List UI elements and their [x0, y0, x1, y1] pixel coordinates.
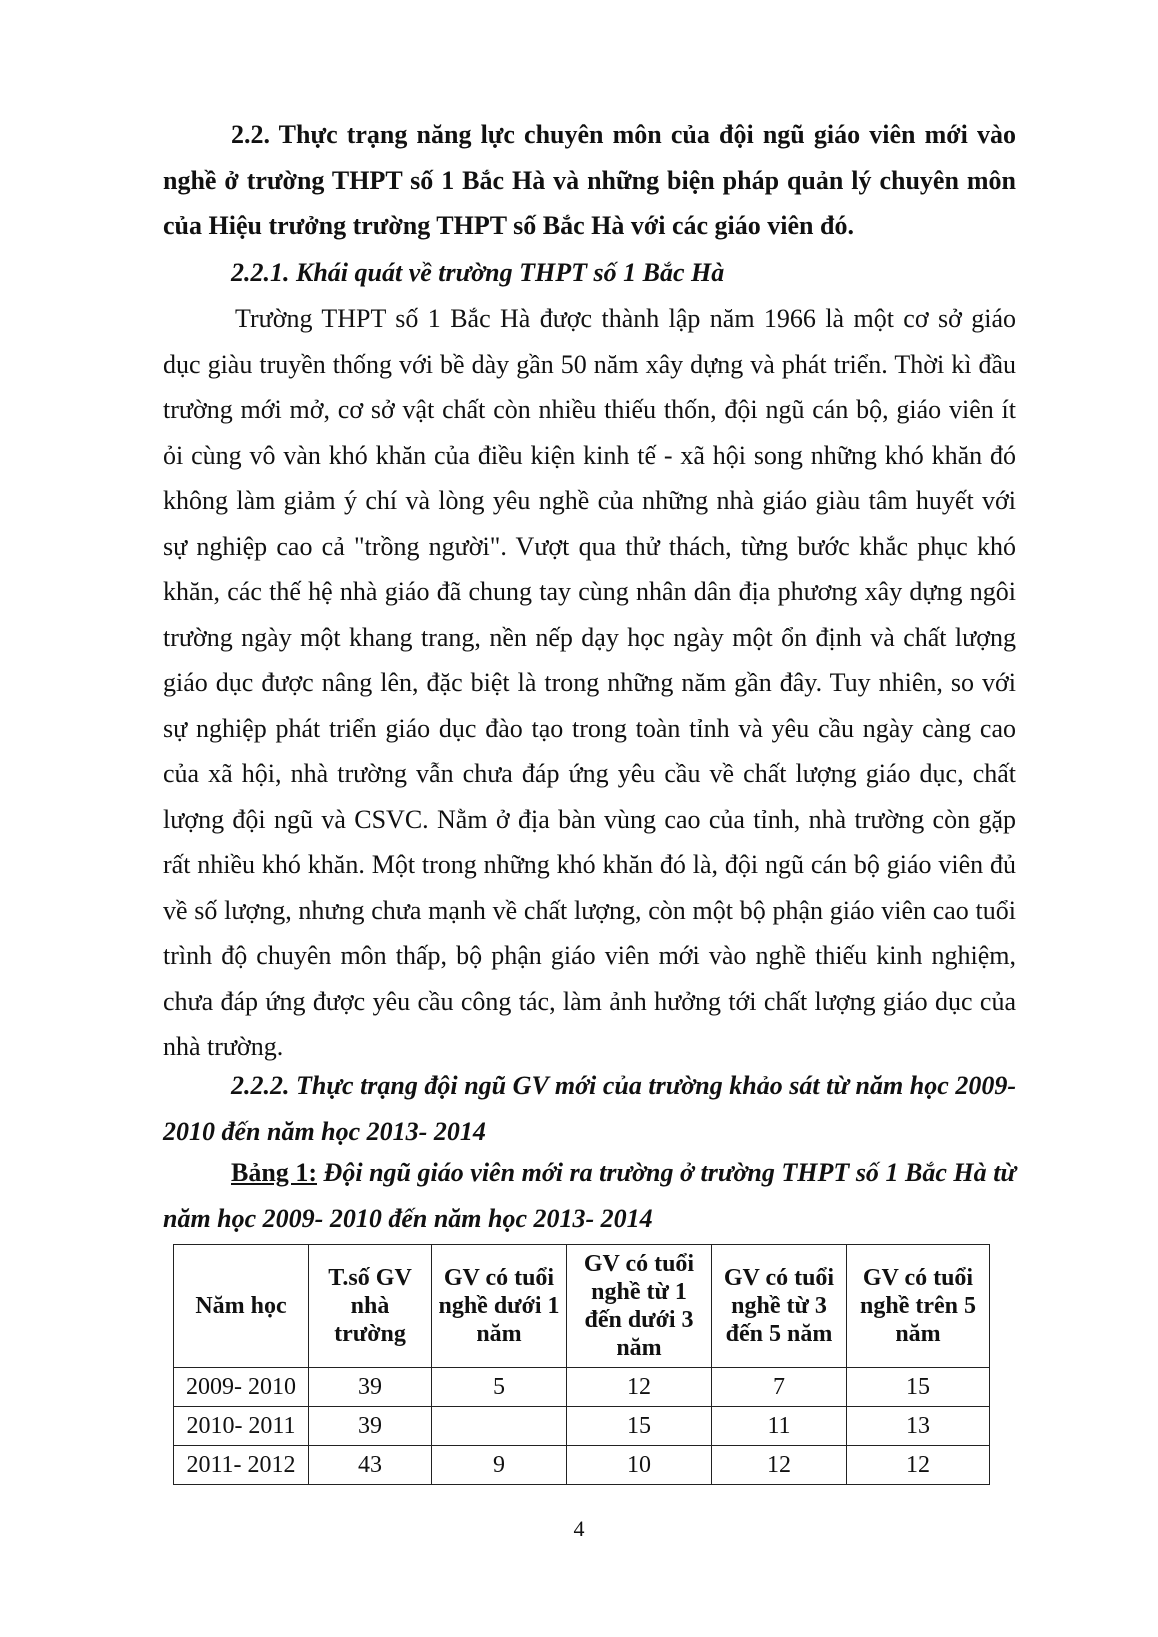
header-cell: Năm học — [174, 1245, 309, 1368]
table-cell: 15 — [567, 1407, 712, 1446]
table-cell: 10 — [567, 1446, 712, 1485]
table-cell: 12 — [567, 1368, 712, 1407]
section-heading-2-2: 2.2. Thực trạng năng lực chuyên môn của đội ngũ giáo viên mới vào nghề ở trường THPT số 1 Bắc Hà và những biện pháp quản lý chuyên môn của Hiệu trưởng trường THPT số Bắc Hà với các giáo viên đó. — [163, 120, 1016, 240]
table-cell: 39 — [309, 1368, 432, 1407]
section-heading-2-2-1: 2.2.1. Khái quát về trường THPT số 1 Bắc Hà — [231, 258, 725, 287]
table-cell: 5 — [432, 1368, 567, 1407]
table-caption-text: Đội ngũ giáo viên mới ra trường ở trường THPT số 1 Bắc Hà từ năm học 2009- 2010 đến năm học 2013- 2014 — [163, 1158, 1016, 1233]
table-row — [174, 1446, 990, 1485]
body-paragraph — [163, 296, 1016, 1070]
teacher-table — [173, 1244, 990, 1485]
table-row — [174, 1368, 990, 1407]
table-cell: 2011- 2012 — [174, 1446, 309, 1485]
table-cell: 7 — [712, 1368, 847, 1407]
table-cell: 11 — [712, 1407, 847, 1446]
table-cell: 12 — [712, 1446, 847, 1485]
table-cell: 43 — [309, 1446, 432, 1485]
table-caption-label: Bảng 1: — [231, 1158, 317, 1187]
table-cell: 12 — [847, 1446, 990, 1485]
paragraph-text: Trường THPT số 1 Bắc Hà được thành lập năm 1966 là một cơ sở giáo dục giàu truyền thống với bề dày gần 50 năm xây dựng và phát triển. Thời kì đầu trường mới mở, cơ sở vật chất còn nhiều thiếu thốn, đội ngũ cán bộ, giáo viên ít ỏi cùng vô vàn khó khăn của điều kiện kinh tế - xã hội song những khó khăn đó không làm giảm ý chí và lòng yêu nghề của những nhà giáo giàu tâm huyết với sự nghiệp cao cả "trồng người". Vượt qua thử thách, từng bước khắc phục khó khăn, các thế hệ nhà giáo đã chung tay cùng nhân dân địa phương xây dựng ngôi trường ngày một khang trang, nền nếp dạy học ngày một ổn định và chất lượng giáo dục được nâng lên, đặc biệt là trong những năm gần đây. Tuy nhiên, so với sự nghiệp phát triển giáo dục đào tạo trong toàn tỉnh và yêu cầu ngày càng cao của xã hội, nhà trường vẫn chưa đáp ứng yêu cầu về chất lượng giáo dục, chất lượng đội ngũ và CSVC. Nằm ở địa bàn vùng cao của tỉnh, nhà trường còn gặp rất nhiều khó khăn. Một trong những khó khăn đó là, đội ngũ cán bộ giáo viên đủ về số lượng, nhưng chưa mạnh về chất lượng, còn một bộ phận giáo viên cao tuổi trình độ chuyên môn thấp, bộ phận giáo viên mới vào nghề thiếu kinh nghiệm, chưa đáp ứng được yêu cầu công tác, làm ảnh hưởng tới chất lượng giáo dục của nhà trường. — [163, 304, 1016, 1061]
table-cell: 13 — [847, 1407, 990, 1446]
table-cell — [432, 1407, 567, 1446]
table-caption — [163, 1150, 1016, 1241]
table-cell: 2009- 2010 — [174, 1368, 309, 1407]
header-cell: T.số GV nhà trường — [309, 1245, 432, 1368]
table-cell: 9 — [432, 1446, 567, 1485]
table-cell: 15 — [847, 1368, 990, 1407]
table-cell: 39 — [309, 1407, 432, 1446]
header-cell: GV có tuổi nghề dưới 1 năm — [432, 1245, 567, 1368]
table-header-row — [174, 1245, 990, 1368]
header-cell: GV có tuổi nghề trên 5 năm — [847, 1245, 990, 1368]
table-cell: 2010- 2011 — [174, 1407, 309, 1446]
table-row — [174, 1407, 990, 1446]
section-heading-2-2-2: 2.2.2. Thực trạng đội ngũ GV mới của trường khảo sát từ năm học 2009-2010 đến năm học 2013- 2014 — [163, 1071, 1016, 1146]
header-cell: GV có tuổi nghề từ 3 đến 5 năm — [712, 1245, 847, 1368]
page-number: 4 — [573, 1516, 585, 1541]
header-cell: GV có tuổi nghề từ 1 đến dưới 3 năm — [567, 1245, 712, 1368]
